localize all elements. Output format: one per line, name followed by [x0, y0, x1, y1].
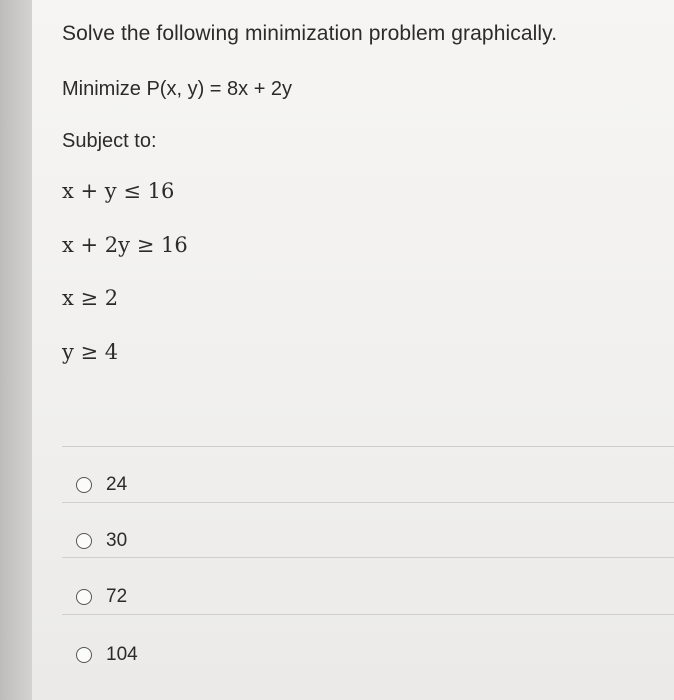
constraint-4: y ≥ 4: [62, 340, 119, 364]
radio-button-icon[interactable]: [76, 589, 92, 605]
radio-button-icon[interactable]: [76, 533, 92, 549]
constraint-2: x + 2y ≥ 16: [62, 233, 188, 257]
screen-left-edge: [0, 0, 32, 700]
subject-to-label: Subject to:: [62, 130, 157, 152]
answer-option-72[interactable]: [72, 577, 632, 617]
answer-option-30[interactable]: [72, 521, 632, 561]
answer-option-label: 104: [106, 644, 138, 665]
question-title: Solve the following minimization problem graphically.: [62, 22, 558, 45]
answer-option-label: 24: [106, 474, 128, 495]
answer-option-104[interactable]: [72, 635, 632, 675]
divider: [62, 502, 674, 503]
answer-option-label: 30: [106, 530, 128, 551]
constraint-3: x ≥ 2: [62, 286, 119, 310]
answer-option-24[interactable]: [72, 465, 632, 505]
constraint-1: x + y ≤ 16: [62, 179, 175, 203]
divider: [62, 446, 674, 447]
divider: [62, 557, 674, 558]
radio-button-icon[interactable]: [76, 477, 92, 493]
radio-button-icon[interactable]: [76, 647, 92, 663]
answer-option-label: 72: [106, 586, 128, 607]
divider: [62, 614, 674, 615]
objective-function: Minimize P(x, y) = 8x + 2y: [62, 78, 293, 100]
